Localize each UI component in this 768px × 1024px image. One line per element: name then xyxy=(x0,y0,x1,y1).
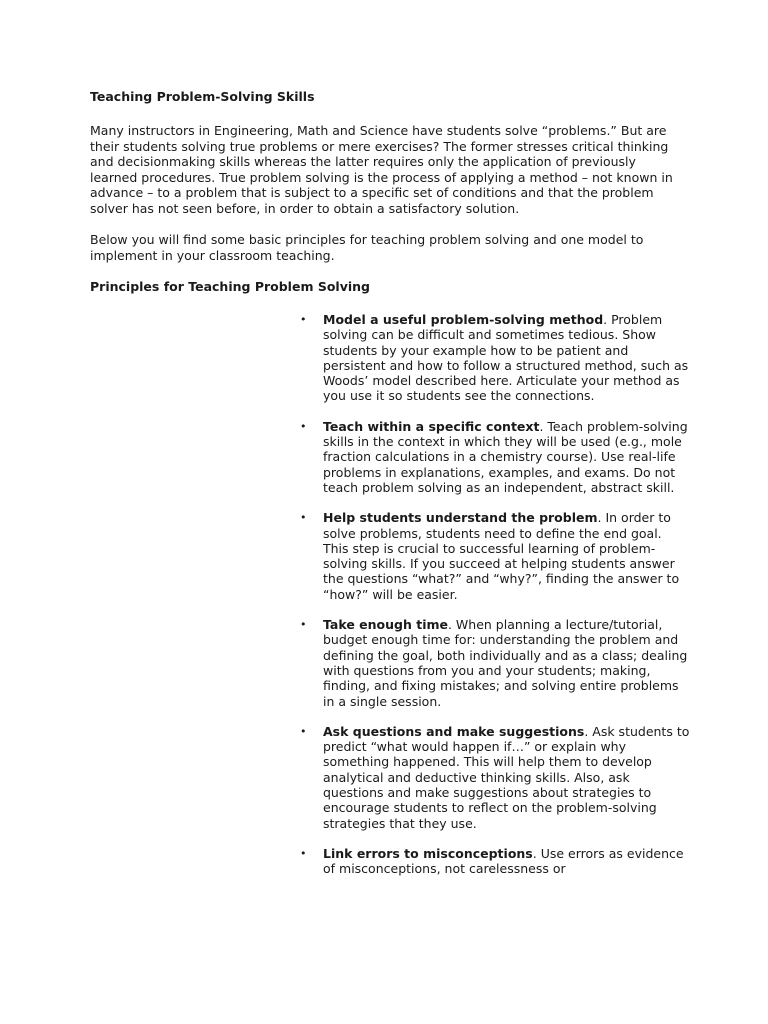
principle-title: Teach within a specific context xyxy=(323,418,540,434)
bullet-icon: • xyxy=(300,846,307,860)
section-heading: Principles for Teaching Problem Solving xyxy=(90,279,370,294)
bullet-icon: • xyxy=(300,724,307,738)
principle-item xyxy=(290,510,690,602)
principle-body: . When planning a lecture/tutorial, budget enough time for: understanding the problem and defining the goal, both individually and as a class; dealing with questions from you and your students; making, finding, and fixing mistakes; and solving entire problems in a single session. xyxy=(323,617,688,709)
bullet-icon: • xyxy=(300,419,307,433)
principle-item xyxy=(290,846,690,877)
document-title: Teaching Problem-Solving Skills xyxy=(90,89,315,104)
principle-title: Take enough time xyxy=(323,617,448,633)
principle-body: . Use errors as evidence of misconceptions, not carelessness or xyxy=(323,845,684,877)
bullet-icon: • xyxy=(300,618,307,632)
principle-title: Model a useful problem-solving method xyxy=(323,312,604,327)
principle-item xyxy=(290,617,690,709)
principle-item xyxy=(290,419,690,495)
bullet-icon: • xyxy=(300,511,307,525)
principle-body: . Problem solving can be difficult and sometimes tedious. Show students by your example how to be patient and persistent and how to follow a structured method, such as Woods’ model described here. Articulate your method as you use it so students see the connections. xyxy=(323,312,689,404)
principle-title: Link errors to misconceptions xyxy=(323,845,533,861)
principle-body: . In order to solve problems, students need to define the end goal. This step is crucial to successful learning of problem-solving skills. If you succeed at helping students answer the questions “what?” and “why?”, finding the answer to “how?” will be easier. xyxy=(323,510,680,602)
principle-item xyxy=(290,724,690,831)
principle-body: . Ask students to predict “what would happen if…” or explain why something happened. This will help them to develop analytical and deductive thinking skills. Also, ask questions and make suggestions about strategies to encourage students to reflect on the problem-solving strategies that they use. xyxy=(323,723,690,831)
intro-paragraph: Many instructors in Engineering, Math and Science have students solve “problems.” But are their students solving true problems or mere exercises? The former stresses critical thinking and decisionmaking skills whereas the latter requires only the application of previously learned procedures. True problem solving is the process of applying a method – not known in advance – to a problem that is subject to a specific set of conditions and that the problem solver has not seen before, in order to obtain a satisfactory solution. xyxy=(90,123,673,216)
principles-list xyxy=(290,312,690,892)
bullet-icon: • xyxy=(300,313,307,326)
principle-item xyxy=(290,312,690,404)
principle-title: Help students understand the problem xyxy=(323,510,598,526)
principle-body: . Teach problem-solving skills in the context in which they will be used (e.g., mole fraction calculations in a chemistry course). Use real-life problems in explanations, examples, and exams. Do not teach problem solving as an independent, abstract skill. xyxy=(323,418,688,495)
principle-title: Ask questions and make suggestions xyxy=(323,723,585,739)
intro-paragraph: Below you will find some basic principles for teaching problem solving and one model to implement in your classroom teaching. xyxy=(90,232,644,263)
